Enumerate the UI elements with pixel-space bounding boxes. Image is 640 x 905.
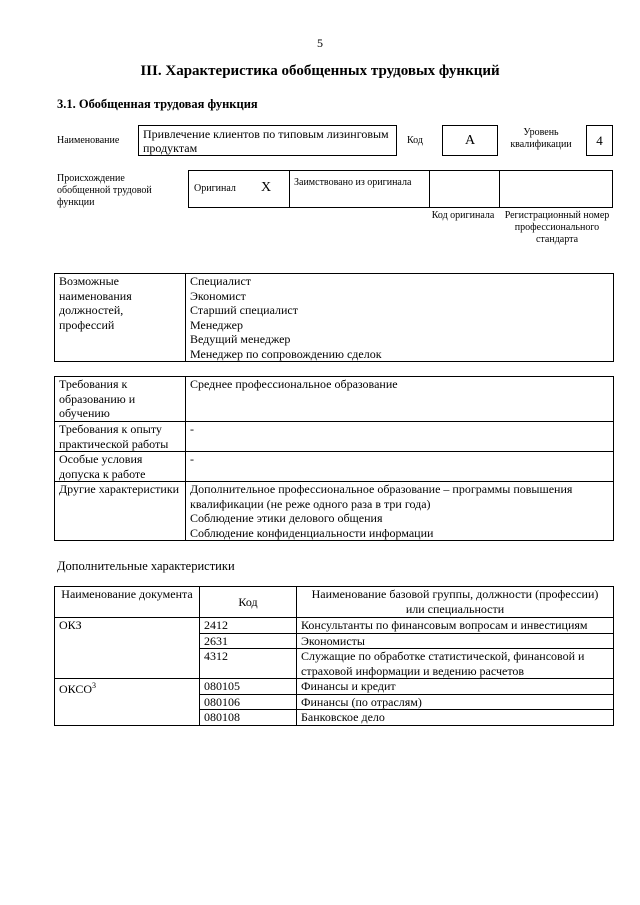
requirement-label: Требования к образованию и обучению [55,377,186,422]
additional-title: Дополнительные характеристики [57,559,235,573]
footnote-mark: 3 [92,681,97,690]
origin-divider [289,171,290,207]
origin-label: Происхождение обобщенной трудовой функции [57,173,152,208]
table-cell-name: Банковское дело [297,710,614,726]
function-name: Привлечение клиентов по типовым лизинговым продуктам [143,127,389,155]
additional-table [54,586,614,726]
borrowed-label: Заимствовано из оригинала [294,177,412,188]
origin-divider [429,171,430,207]
list-item: Ведущий менеджер [190,332,291,346]
level-label: Уровень квалификации [510,127,572,150]
original-mark: X [261,180,272,195]
table-cell-code: 080105 [200,679,297,695]
table-cell-code: 2631 [200,633,297,649]
document-name: ОКЗ [55,618,200,679]
table-row [55,618,614,634]
positions-table [54,273,614,362]
original-label: Оригинал [194,183,236,194]
requirement-value [186,482,614,541]
column-header: Код [200,587,297,618]
code-value: А [464,133,476,148]
level-value: 4 [596,133,603,148]
requirement-label: Особые условия допуска к работе [55,452,186,482]
column-header: Наименование базовой группы, должности (профессии) или специальности [297,587,614,618]
table-cell-code: 080108 [200,710,297,726]
name-label: Наименование [57,135,120,146]
table-cell-name: Финансы (по отраслям) [297,694,614,710]
requirement-line: Соблюдение этики делового общения [190,511,383,525]
table-cell-name: Служащие по обработке статистической, финансовой и страховой информации и ведению расчетов [297,649,614,679]
origin-divider [499,171,500,207]
table-cell-name: Финансы и кредит [297,679,614,695]
document-name-text: ОКСО [59,682,93,696]
subsection-title: 3.1. Обобщенная трудовая функция [57,97,258,111]
requirement-value: Среднее профессиональное образование [186,377,614,422]
level-box [586,125,613,156]
origin-box [188,170,613,208]
page-number: 5 [317,36,323,50]
requirements-table [54,376,614,541]
list-item: Специалист [190,274,252,288]
code-box [442,125,498,156]
list-item: Старший специалист [190,303,298,317]
requirement-value: - [186,422,614,452]
table-cell-code: 2412 [200,618,297,634]
list-item: Экономист [190,288,246,303]
requirement-label: Требования к опыту практической работы [55,422,186,452]
table-row [55,422,614,452]
positions-label: Возможные наименования должностей, профессий [55,274,186,362]
table-header-row [55,587,614,618]
section-title: III. Характеристика обобщенных трудовых функций [140,63,500,79]
list-item: Менеджер по сопровождению сделок [190,346,382,361]
code-original-caption: Код оригинала [431,210,495,221]
requirement-label: Другие характеристики [55,482,186,541]
table-row [55,452,614,482]
requirement-line: Соблюдение конфиденциальности информации [190,525,434,540]
document-name [55,679,200,726]
requirement-value: - [186,452,614,482]
table-row [55,679,614,695]
list-item: Менеджер [190,317,243,332]
table-cell-code: 080106 [200,694,297,710]
table-cell-code: 4312 [200,649,297,679]
positions-list [186,274,614,362]
table-row [55,274,614,362]
reg-number-caption: Регистрационный номер профессионального стандарта [504,210,610,245]
table-row [55,482,614,541]
table-cell-name: Экономисты [297,633,614,649]
requirement-line: Дополнительное профессиональное образование – программы повышения квалификации (не реже одного раза в три года) [190,482,573,511]
table-row [55,377,614,422]
column-header: Наименование документа [55,587,200,618]
function-name-box [138,125,397,156]
code-label: Код [407,135,423,146]
table-cell-name: Консультанты по финансовым вопросам и инвестициям [297,618,614,634]
